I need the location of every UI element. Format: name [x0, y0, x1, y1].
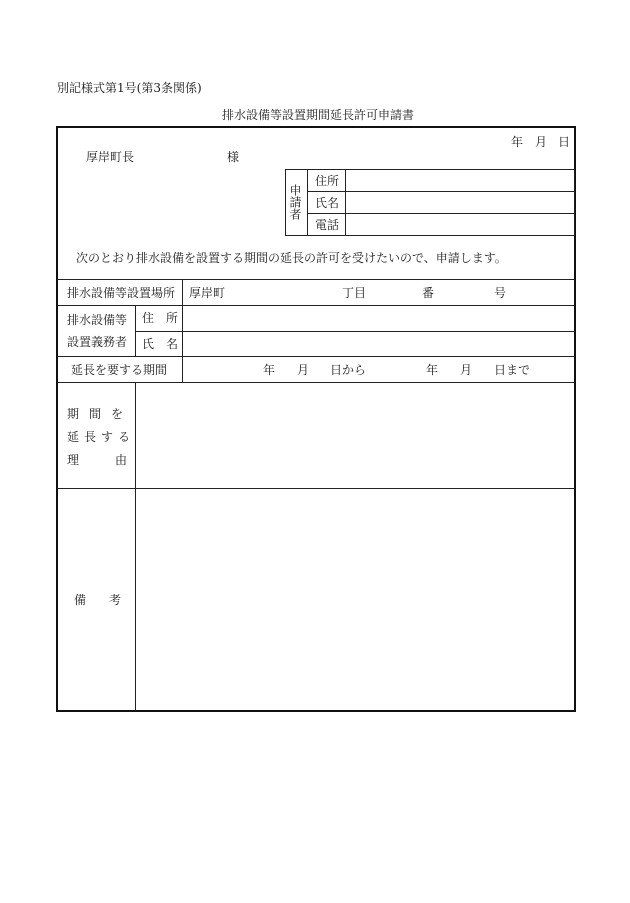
date-year: 年: [511, 135, 524, 149]
reason-label-line2: 延長する: [67, 430, 136, 444]
location-chome: 丁目: [342, 286, 367, 300]
period-to-day: 日まで: [494, 363, 531, 377]
location-ban: 番: [422, 286, 435, 300]
remarks-label-a: 備: [74, 593, 87, 607]
location-field[interactable]: [183, 280, 575, 305]
obligor-label-line2: 設置義務者: [67, 335, 128, 349]
location-go: 号: [494, 286, 507, 300]
applicant-name-label: 氏名: [315, 196, 340, 210]
period-from-year: 年: [263, 363, 276, 377]
obligor-label-line1: 排水設備等: [67, 313, 128, 327]
remarks-label-b: 考: [109, 593, 122, 607]
remarks-field[interactable]: [136, 489, 575, 711]
reason-label-line1: 期間を: [67, 407, 134, 421]
obligor-name-label: 氏 名: [142, 337, 179, 351]
location-label: 排水設備等設置場所: [67, 286, 176, 300]
reason-field[interactable]: [136, 383, 575, 488]
addressee-honorific: 様: [227, 150, 240, 164]
period-to-month: 月: [460, 363, 473, 377]
form-title: 排水設備等設置期間延長許可申請書: [222, 108, 415, 122]
date-month: 月: [535, 135, 548, 149]
applicant-phone-label: 電話: [315, 218, 340, 232]
applicant-label: 申請者: [288, 184, 302, 220]
obligor-address-label: 住 所: [142, 311, 179, 325]
applicant-name-field[interactable]: [346, 192, 574, 213]
reason-label-line3b: 由: [115, 453, 128, 467]
addressee-name: 厚岸町長: [86, 150, 135, 164]
applicant-address-label: 住所: [315, 174, 340, 188]
applicant-phone-field[interactable]: [346, 214, 574, 235]
applicant-address-field[interactable]: [346, 170, 574, 191]
period-from-day: 日から: [330, 363, 367, 377]
application-statement: 次のとおり排水設備を設置する期間の延長の許可を受けたいので、申請します。: [76, 251, 507, 265]
date-day: 日: [558, 135, 571, 149]
period-from-month: 月: [297, 363, 310, 377]
obligor-address-field[interactable]: [183, 306, 575, 331]
reason-label-line3a: 理: [67, 453, 80, 467]
obligor-name-field[interactable]: [183, 332, 575, 356]
period-to-year: 年: [426, 363, 439, 377]
location-town: 厚岸町: [189, 286, 226, 300]
period-label: 延長を要する期間: [71, 363, 168, 377]
form-number-note: 別記様式第1号(第3条関係): [57, 81, 202, 95]
